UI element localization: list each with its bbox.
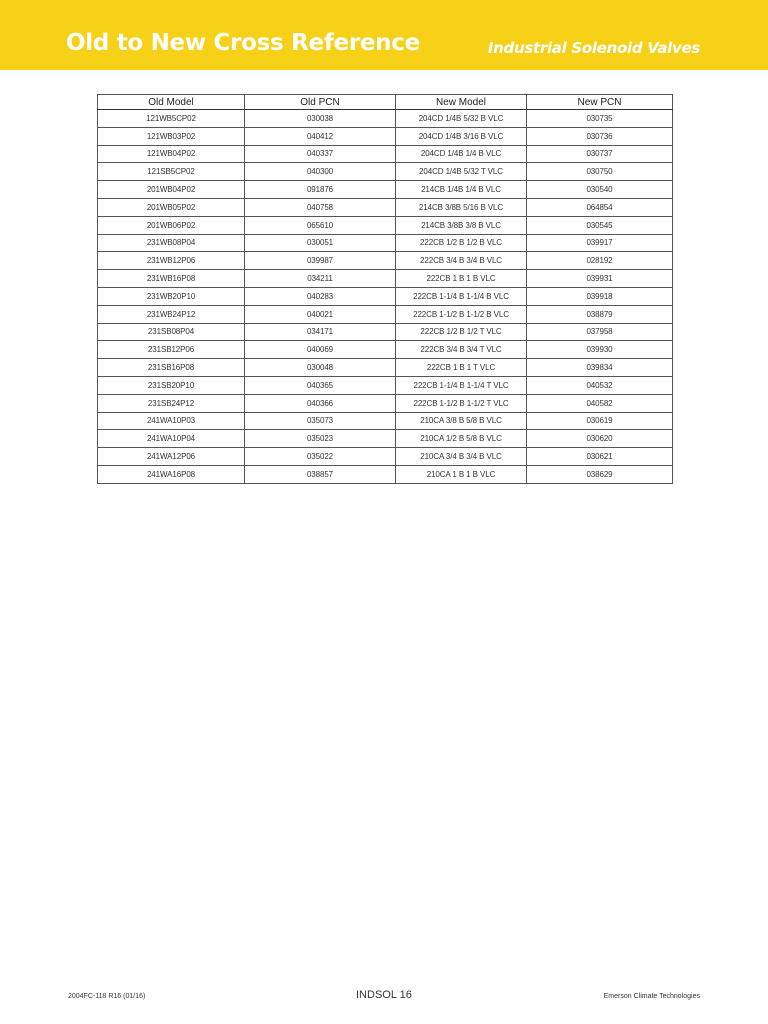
cell-new-pcn: 030737 — [527, 145, 673, 163]
cell-new-pcn: 039930 — [527, 341, 673, 359]
cell-new-model: 210CA 1/2 B 5/8 B VLC — [396, 430, 527, 448]
table-body — [98, 110, 673, 484]
table-row — [98, 394, 673, 412]
cell-new-model: 204CD 1/4B 3/16 B VLC — [396, 127, 527, 145]
cell-old-model: 231WB20P10 — [98, 287, 245, 305]
table-row — [98, 252, 673, 270]
cell-new-model: 214CB 3/8B 5/16 B VLC — [396, 198, 527, 216]
cell-new-pcn: 030750 — [527, 163, 673, 181]
cell-new-model: 210CA 1 B 1 B VLC — [396, 465, 527, 483]
cell-new-pcn: 030545 — [527, 216, 673, 234]
cell-old-pcn: 040069 — [245, 341, 396, 359]
table-row — [98, 145, 673, 163]
cell-new-model: 222CB 3/4 B 3/4 T VLC — [396, 341, 527, 359]
cell-new-pcn: 064854 — [527, 198, 673, 216]
cell-old-pcn: 065610 — [245, 216, 396, 234]
column-header-new-pcn: New PCN — [527, 95, 673, 110]
table-row — [98, 323, 673, 341]
cell-old-pcn: 035073 — [245, 412, 396, 430]
table-row — [98, 234, 673, 252]
cell-old-pcn: 039987 — [245, 252, 396, 270]
cell-old-model: 201WB04P02 — [98, 181, 245, 199]
cell-new-pcn: 030736 — [527, 127, 673, 145]
footer-doc-code: 2004FC-118 R16 (01/16) — [68, 993, 146, 1000]
cell-old-model: 231SB12P06 — [98, 341, 245, 359]
cell-new-model: 222CB 1 B 1 T VLC — [396, 359, 527, 377]
table-row — [98, 127, 673, 145]
header-band — [0, 0, 768, 70]
cell-new-pcn: 039931 — [527, 270, 673, 288]
cell-old-pcn: 034211 — [245, 270, 396, 288]
cell-new-model: 222CB 1 B 1 B VLC — [396, 270, 527, 288]
cell-old-model: 231SB16P08 — [98, 359, 245, 377]
table-header-row — [98, 95, 673, 110]
cell-old-model: 121WB5CP02 — [98, 110, 245, 128]
cell-new-model: 204CD 1/4B 1/4 B VLC — [396, 145, 527, 163]
cell-new-model: 210CA 3/4 B 3/4 B VLC — [396, 448, 527, 466]
column-header-old-pcn: Old PCN — [245, 95, 396, 110]
cell-old-model: 241WA10P03 — [98, 412, 245, 430]
cell-old-model: 231WB24P12 — [98, 305, 245, 323]
cell-new-pcn: 038629 — [527, 465, 673, 483]
cell-old-model: 121WB04P02 — [98, 145, 245, 163]
cell-old-pcn: 035023 — [245, 430, 396, 448]
cell-old-pcn: 040758 — [245, 198, 396, 216]
cell-new-model: 222CB 3/4 B 3/4 B VLC — [396, 252, 527, 270]
cell-old-pcn: 030051 — [245, 234, 396, 252]
cell-old-model: 201WB05P02 — [98, 198, 245, 216]
cell-new-pcn: 030619 — [527, 412, 673, 430]
cell-old-model: 231WB16P08 — [98, 270, 245, 288]
cell-old-pcn: 040021 — [245, 305, 396, 323]
cell-old-pcn: 035022 — [245, 448, 396, 466]
table-row — [98, 341, 673, 359]
footer-company: Emerson Climate Technologies — [603, 993, 700, 1000]
table-row — [98, 181, 673, 199]
column-header-new-model: New Model — [396, 95, 527, 110]
cell-old-model: 231WB08P04 — [98, 234, 245, 252]
cell-new-pcn: 030540 — [527, 181, 673, 199]
table-row — [98, 216, 673, 234]
cell-old-model: 121SB5CP02 — [98, 163, 245, 181]
cell-old-pcn: 040337 — [245, 145, 396, 163]
cell-old-pcn: 038857 — [245, 465, 396, 483]
cell-new-model: 214CB 3/8B 3/8 B VLC — [396, 216, 527, 234]
table-row — [98, 448, 673, 466]
cell-old-pcn: 030048 — [245, 359, 396, 377]
table-row — [98, 198, 673, 216]
cell-new-pcn: 028192 — [527, 252, 673, 270]
cell-old-pcn: 034171 — [245, 323, 396, 341]
cell-new-model: 214CB 1/4B 1/4 B VLC — [396, 181, 527, 199]
table-row — [98, 412, 673, 430]
cell-old-model: 241WA12P06 — [98, 448, 245, 466]
cell-new-pcn: 040532 — [527, 376, 673, 394]
cell-new-model: 210CA 3/8 B 5/8 B VLC — [396, 412, 527, 430]
table-row — [98, 359, 673, 377]
cell-new-pcn: 039918 — [527, 287, 673, 305]
cell-old-model: 231WB12P06 — [98, 252, 245, 270]
page-title: Old to New Cross Reference — [66, 30, 420, 56]
cell-new-pcn: 037958 — [527, 323, 673, 341]
page-subtitle: Industrial Solenoid Valves — [487, 39, 700, 57]
cell-old-model: 231SB08P04 — [98, 323, 245, 341]
cell-old-pcn: 040283 — [245, 287, 396, 305]
cell-new-model: 204CD 1/4B 5/32 B VLC — [396, 110, 527, 128]
cell-new-model: 204CD 1/4B 5/32 T VLC — [396, 163, 527, 181]
cell-old-pcn: 040366 — [245, 394, 396, 412]
table-row — [98, 287, 673, 305]
cell-new-model: 222CB 1-1/4 B 1-1/4 T VLC — [396, 376, 527, 394]
cell-old-pcn: 030038 — [245, 110, 396, 128]
column-header-old-model: Old Model — [98, 95, 245, 110]
cell-old-pcn: 091876 — [245, 181, 396, 199]
table-row — [98, 376, 673, 394]
table-row — [98, 270, 673, 288]
cell-old-model: 121WB03P02 — [98, 127, 245, 145]
cell-new-model: 222CB 1/2 B 1/2 B VLC — [396, 234, 527, 252]
table-row — [98, 110, 673, 128]
cell-old-pcn: 040412 — [245, 127, 396, 145]
cell-new-pcn: 030621 — [527, 448, 673, 466]
table-row — [98, 163, 673, 181]
cell-old-model: 201WB06P02 — [98, 216, 245, 234]
cell-new-pcn: 038879 — [527, 305, 673, 323]
cell-new-pcn: 030735 — [527, 110, 673, 128]
table-row — [98, 465, 673, 483]
cell-new-model: 222CB 1-1/2 B 1-1/2 B VLC — [396, 305, 527, 323]
cell-new-pcn: 040582 — [527, 394, 673, 412]
cell-old-pcn: 040300 — [245, 163, 396, 181]
cell-old-pcn: 040365 — [245, 376, 396, 394]
cell-new-model: 222CB 1-1/2 B 1-1/2 T VLC — [396, 394, 527, 412]
cross-reference-table — [97, 94, 673, 484]
cell-old-model: 241WA16P08 — [98, 465, 245, 483]
table-row — [98, 305, 673, 323]
cell-new-pcn: 039917 — [527, 234, 673, 252]
cell-old-model: 231SB20P10 — [98, 376, 245, 394]
cell-new-pcn: 039834 — [527, 359, 673, 377]
footer-page-label: INDSOL 16 — [356, 989, 412, 1001]
cell-new-model: 222CB 1/2 B 1/2 T VLC — [396, 323, 527, 341]
cell-new-model: 222CB 1-1/4 B 1-1/4 B VLC — [396, 287, 527, 305]
cell-old-model: 231SB24P12 — [98, 394, 245, 412]
table-row — [98, 430, 673, 448]
cell-old-model: 241WA10P04 — [98, 430, 245, 448]
cell-new-pcn: 030620 — [527, 430, 673, 448]
